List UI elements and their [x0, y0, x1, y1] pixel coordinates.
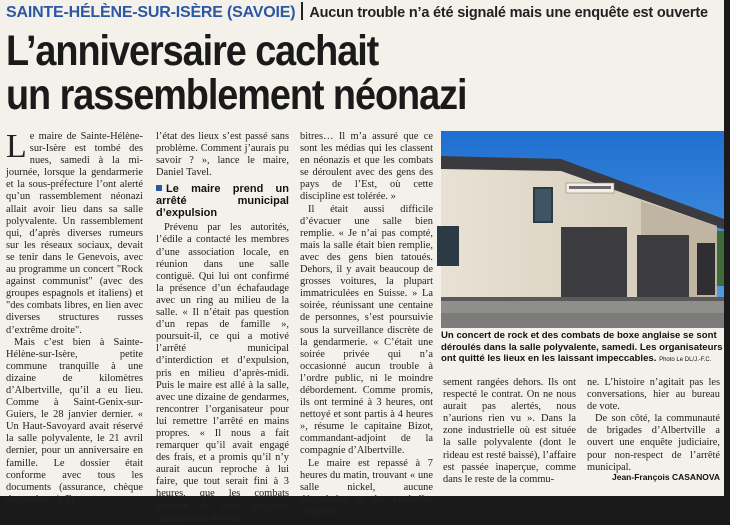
paragraph: Il était aussi difficile d’évacuer une salle bien remplie. « Je n’ai pas compté, mais la salle était bien remplie, avec des gens bien tatoués. Dehors, il y avait beaucoup de grosses voitures, la plupart immatriculées en Suisse. » La soirée, réunissant une centaine de personnes, s’est poursuivie sous la surveillance discrète de la gendarmerie. « C’était une soirée privée qui n’a occasionné aucun trouble à l’ordre public, ni le moindre débordement. Comme promis, ils ont terminé à 3 heures, ont nettoyé et sont partis à 4 heures », résume le capitaine Bizot, commandant-adjoint de la compagnie d’Albertville.	[300, 203, 433, 457]
author-signature: Jean-François CASANOVA	[611, 472, 720, 482]
paragraph: sement rangées dehors. Ils ont respecté le contrat. On ne nous aurait pas alertés, nous n’aurions rien vu ». Dans la zone industrielle où est située la salle polyvalente (dont le rideau est resté baissé), l’affaire est passée inaperçue, comme dans le reste de la commu-	[443, 377, 576, 485]
header-divider	[301, 2, 303, 20]
article-photo	[441, 131, 724, 328]
headline-line-1: L’anniversaire cachait	[6, 27, 379, 75]
paragraph: Le maire est repassé à 7 heures du matin, trouvant « une salle nickel, aucune dégradation et des poubelles soigneu-	[300, 457, 433, 517]
column-2	[156, 131, 289, 524]
subheading	[156, 183, 289, 219]
paragraph: De son côté, la communauté de brigades d’Albertville a ouvert une enquête judiciaire, pour non-respect de l’arrêté municipal.	[587, 413, 720, 473]
column-1	[6, 128, 143, 505]
page-edge	[724, 0, 730, 496]
caption-text: Un concert de rock et des combats de boxe anglaise se sont déroulés dans la salle polyvalente, samedi. Les organisateurs ont quitté les lieux en les laissant impeccables.	[441, 330, 723, 364]
column-5	[587, 377, 720, 471]
drop-cap: L	[6, 128, 27, 165]
article-header	[6, 2, 708, 26]
paragraph: l’état des lieux s’est passé sans problème. Comment j’aurais pu savoir ? », lance le maire, Daniel Tavel.	[156, 131, 289, 179]
kicker: Aucun trouble n’a été signalé mais une enquête est ouverte	[309, 5, 708, 21]
paragraph: Prévenu par les autorités, l’édile a contacté les membres d’une association locale, en réunion dans une salle contiguë. Qui lui ont confirmé la présence d’un échafaudage avec un ring au milieu de la salle. « Il n’était pas question d’un repas de famille », poursuit-il, ce qui a motivé l’arrêté municipal d’interdiction et d’expulsion, pris en milieu d’après-midi. Puis le maire est allé à la salle, avec une dizaine de gendarmes, rencontrer l’organisateur pour lui remettre l’arrêté en mains propres. « Il nous a fait remarquer qu’il avait engagé des frais, et a promis qu’il n’y aurait aucun reproche à lui faire, que tout serait fini à 3 heures, que les combats seraient de boxe anglaise, réglementés, avec ar-	[156, 222, 289, 524]
column-3	[300, 131, 433, 517]
paragraph	[6, 128, 143, 337]
paragraph: ne. L’histoire n’agitait pas les conversations, hier au bureau de vote.	[587, 377, 720, 413]
column-4	[443, 377, 576, 491]
subheading-text: Le maire prend un arrêté municipal d’expulsion	[156, 183, 289, 220]
paragraph: Mais c’est bien à Sainte-Hélène-sur-Isère, petite commune tranquille à une dizaine de kilomètres d’Albertville, qu’il a eu lieu. Comme à Saint-Genix-sur-Guiers, le 28 janvier dernier. « Un Haut-Savoyard avait réservé la salle polyvalente, le 21 avril dernier, pour un anniversaire en famille. Le dossier était conforme avec tous les documents (assurance, chèque de caution...). Et	[6, 336, 143, 505]
building-photo-icon	[441, 131, 724, 328]
paragraph: bitres… Il m’a assuré que ce sont les médias qui les classent en néonazis et que les combats se déroulent avec des gens des pays de l’Est, où cette discipline est tolérée. »	[300, 131, 433, 203]
photo-credit: Photo Le DL/J.-F.C.	[659, 357, 712, 363]
photo-caption	[441, 330, 724, 367]
headline	[6, 29, 466, 117]
paragraph-text: e maire de Sainte-Hélène-sur-Isère est tombé des nues, samedi à la mi-journée, lorsque la gendarmerie et la sous-préfecture l’ont alerté qu’un rassemblement néonazi allait avoir lieu dans sa salle polyvalente. Un rassemblement qui, d’après diverses rumeurs sur les réseaux sociaux, devait se tenir dans le Genevois, avec au programme un concert "Rock against communist" (avec des groupes espagnols et italiens) et "des combats libres, en lien avec diverses structures russes d’extrême droite".	[6, 131, 143, 336]
square-bullet-icon	[156, 185, 162, 191]
headline-line-2: un rassemblement néonazi	[6, 71, 467, 119]
location-label: SAINTE-HÉLÈNE-SUR-ISÈRE (SAVOIE)	[6, 4, 296, 21]
